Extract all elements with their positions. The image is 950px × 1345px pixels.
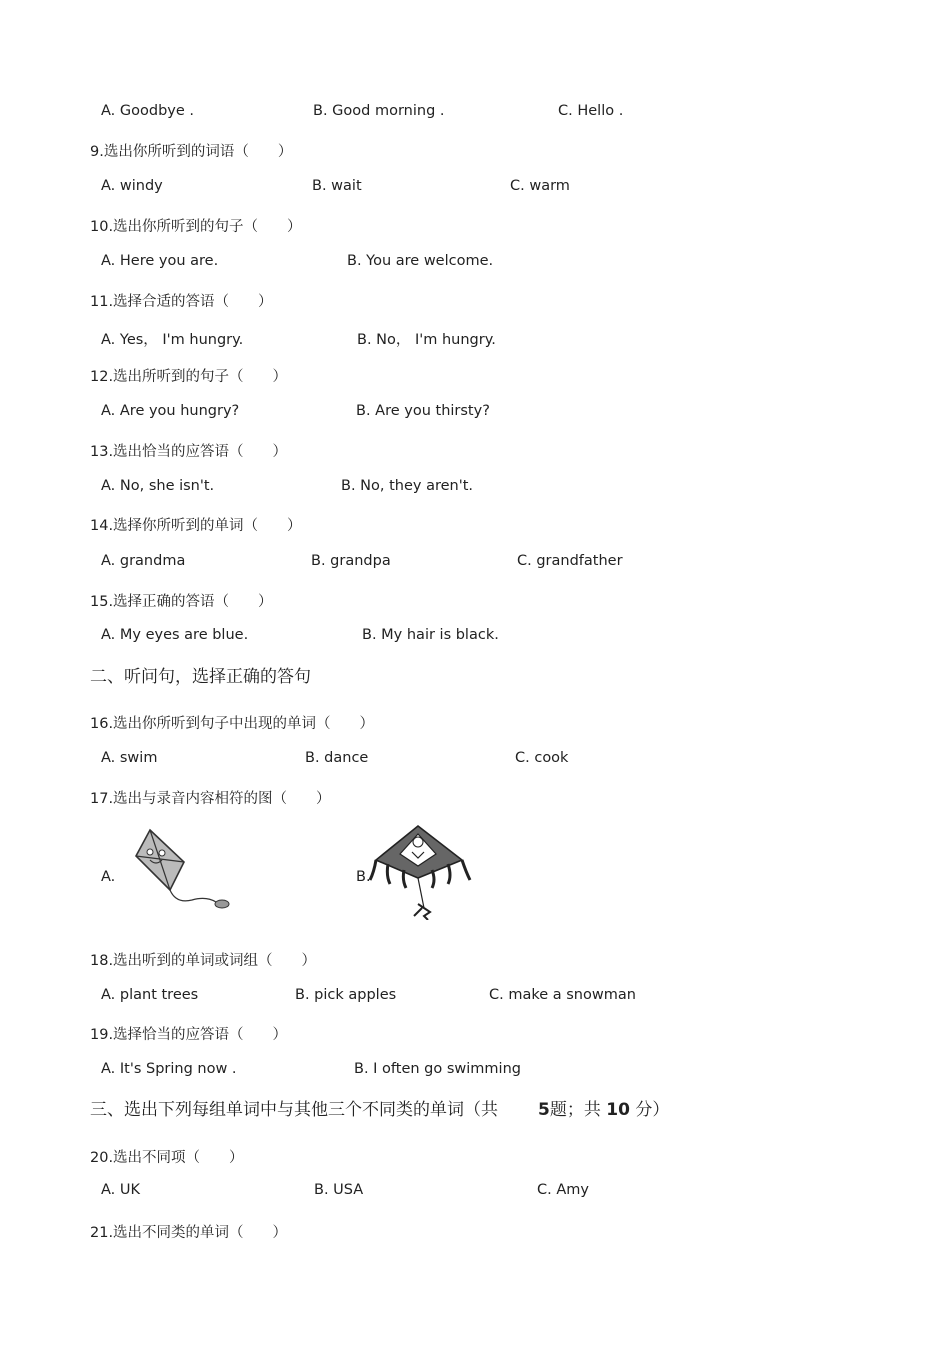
- q11-stem: 11.选择合适的答语（ ）: [90, 294, 273, 310]
- q20-option-b: B. USA: [314, 1182, 364, 1198]
- q12-option-a: A. Are you hungry?: [101, 403, 240, 419]
- q18-option-b: B. pick apples: [295, 987, 397, 1003]
- section-3-count: 5: [538, 1100, 550, 1120]
- q9-option-c: C. warm: [510, 178, 570, 194]
- q11-option-b: B. No， I'm hungry.: [357, 332, 496, 348]
- q10-option-b: B. You are welcome.: [347, 253, 494, 269]
- q15-option-b: B. My hair is black.: [362, 627, 499, 643]
- q19-option-a: A. It's Spring now .: [101, 1061, 237, 1077]
- q16-option-a: A. swim: [101, 750, 158, 766]
- q19-stem: 19.选择恰当的应答语（ ）: [90, 1027, 288, 1043]
- q17-stem: 17.选出与录音内容相符的图（ ）: [90, 791, 331, 807]
- q18-option-a: A. plant trees: [101, 987, 199, 1003]
- q16-option-c: C. cook: [515, 750, 569, 766]
- q20-option-a: A. UK: [101, 1182, 141, 1198]
- q9-option-b: B. wait: [312, 178, 362, 194]
- section-3-title-pre: 三、选出下列每组单词中与其他三个不同类的单词（共: [90, 1100, 498, 1120]
- q12-stem: 12.选出所听到的句子（ ）: [90, 369, 288, 385]
- q11-option-a: A. Yes， I'm hungry.: [101, 332, 244, 348]
- q10-option-a: A. Here you are.: [101, 253, 219, 269]
- q16-option-b: B. dance: [305, 750, 369, 766]
- q20-option-c: C. Amy: [537, 1182, 589, 1198]
- q14-option-a: A. grandma: [101, 553, 186, 569]
- kite-a-image: [128, 826, 238, 914]
- q17-option-a: A.: [101, 869, 116, 885]
- q14-option-b: B. grandpa: [311, 553, 391, 569]
- q8-option-a: A. Goodbye .: [101, 103, 194, 119]
- section-3-heading: [90, 1095, 669, 1120]
- q8-option-b: B. Good morning .: [313, 103, 445, 119]
- section-3-title-post: 分）: [635, 1100, 670, 1120]
- kite-b-image: [368, 822, 472, 920]
- q21-stem: 21.选出不同类的单词（ ）: [90, 1225, 288, 1241]
- q18-option-c: C. make a snowman: [489, 987, 636, 1003]
- q12-option-b: B. Are you thirsty?: [356, 403, 490, 419]
- q10-stem: 10.选出你所听到的句子（ ）: [90, 219, 302, 235]
- section-2-heading: 二、听问句，选择正确的答句: [90, 667, 311, 687]
- q8-option-c: C. Hello .: [558, 103, 624, 119]
- q9-option-a: A. windy: [101, 178, 163, 194]
- q14-option-c: C. grandfather: [517, 553, 623, 569]
- q20-stem: 20.选出不同项（ ）: [90, 1150, 244, 1166]
- q16-stem: 16.选出你所听到句子中出现的单词（ ）: [90, 716, 375, 732]
- q13-stem: 13.选出恰当的应答语（ ）: [90, 444, 288, 460]
- q15-option-a: A. My eyes are blue.: [101, 627, 249, 643]
- q9-stem: 9.选出你所听到的词语（ ）: [90, 144, 293, 160]
- section-3-points: 10: [606, 1100, 630, 1120]
- section-3-title-mid: 题；共: [549, 1100, 601, 1120]
- q18-stem: 18.选出听到的单词或词组（ ）: [90, 953, 317, 969]
- q17-option-b: B.: [356, 869, 371, 885]
- q13-option-b: B. No, they aren't.: [341, 478, 474, 494]
- q13-option-a: A. No, she isn't.: [101, 478, 215, 494]
- q19-option-b: B. I often go swimming: [354, 1061, 521, 1077]
- q14-stem: 14.选择你所听到的单词（ ）: [90, 518, 302, 534]
- q15-stem: 15.选择正确的答语（ ）: [90, 594, 273, 610]
